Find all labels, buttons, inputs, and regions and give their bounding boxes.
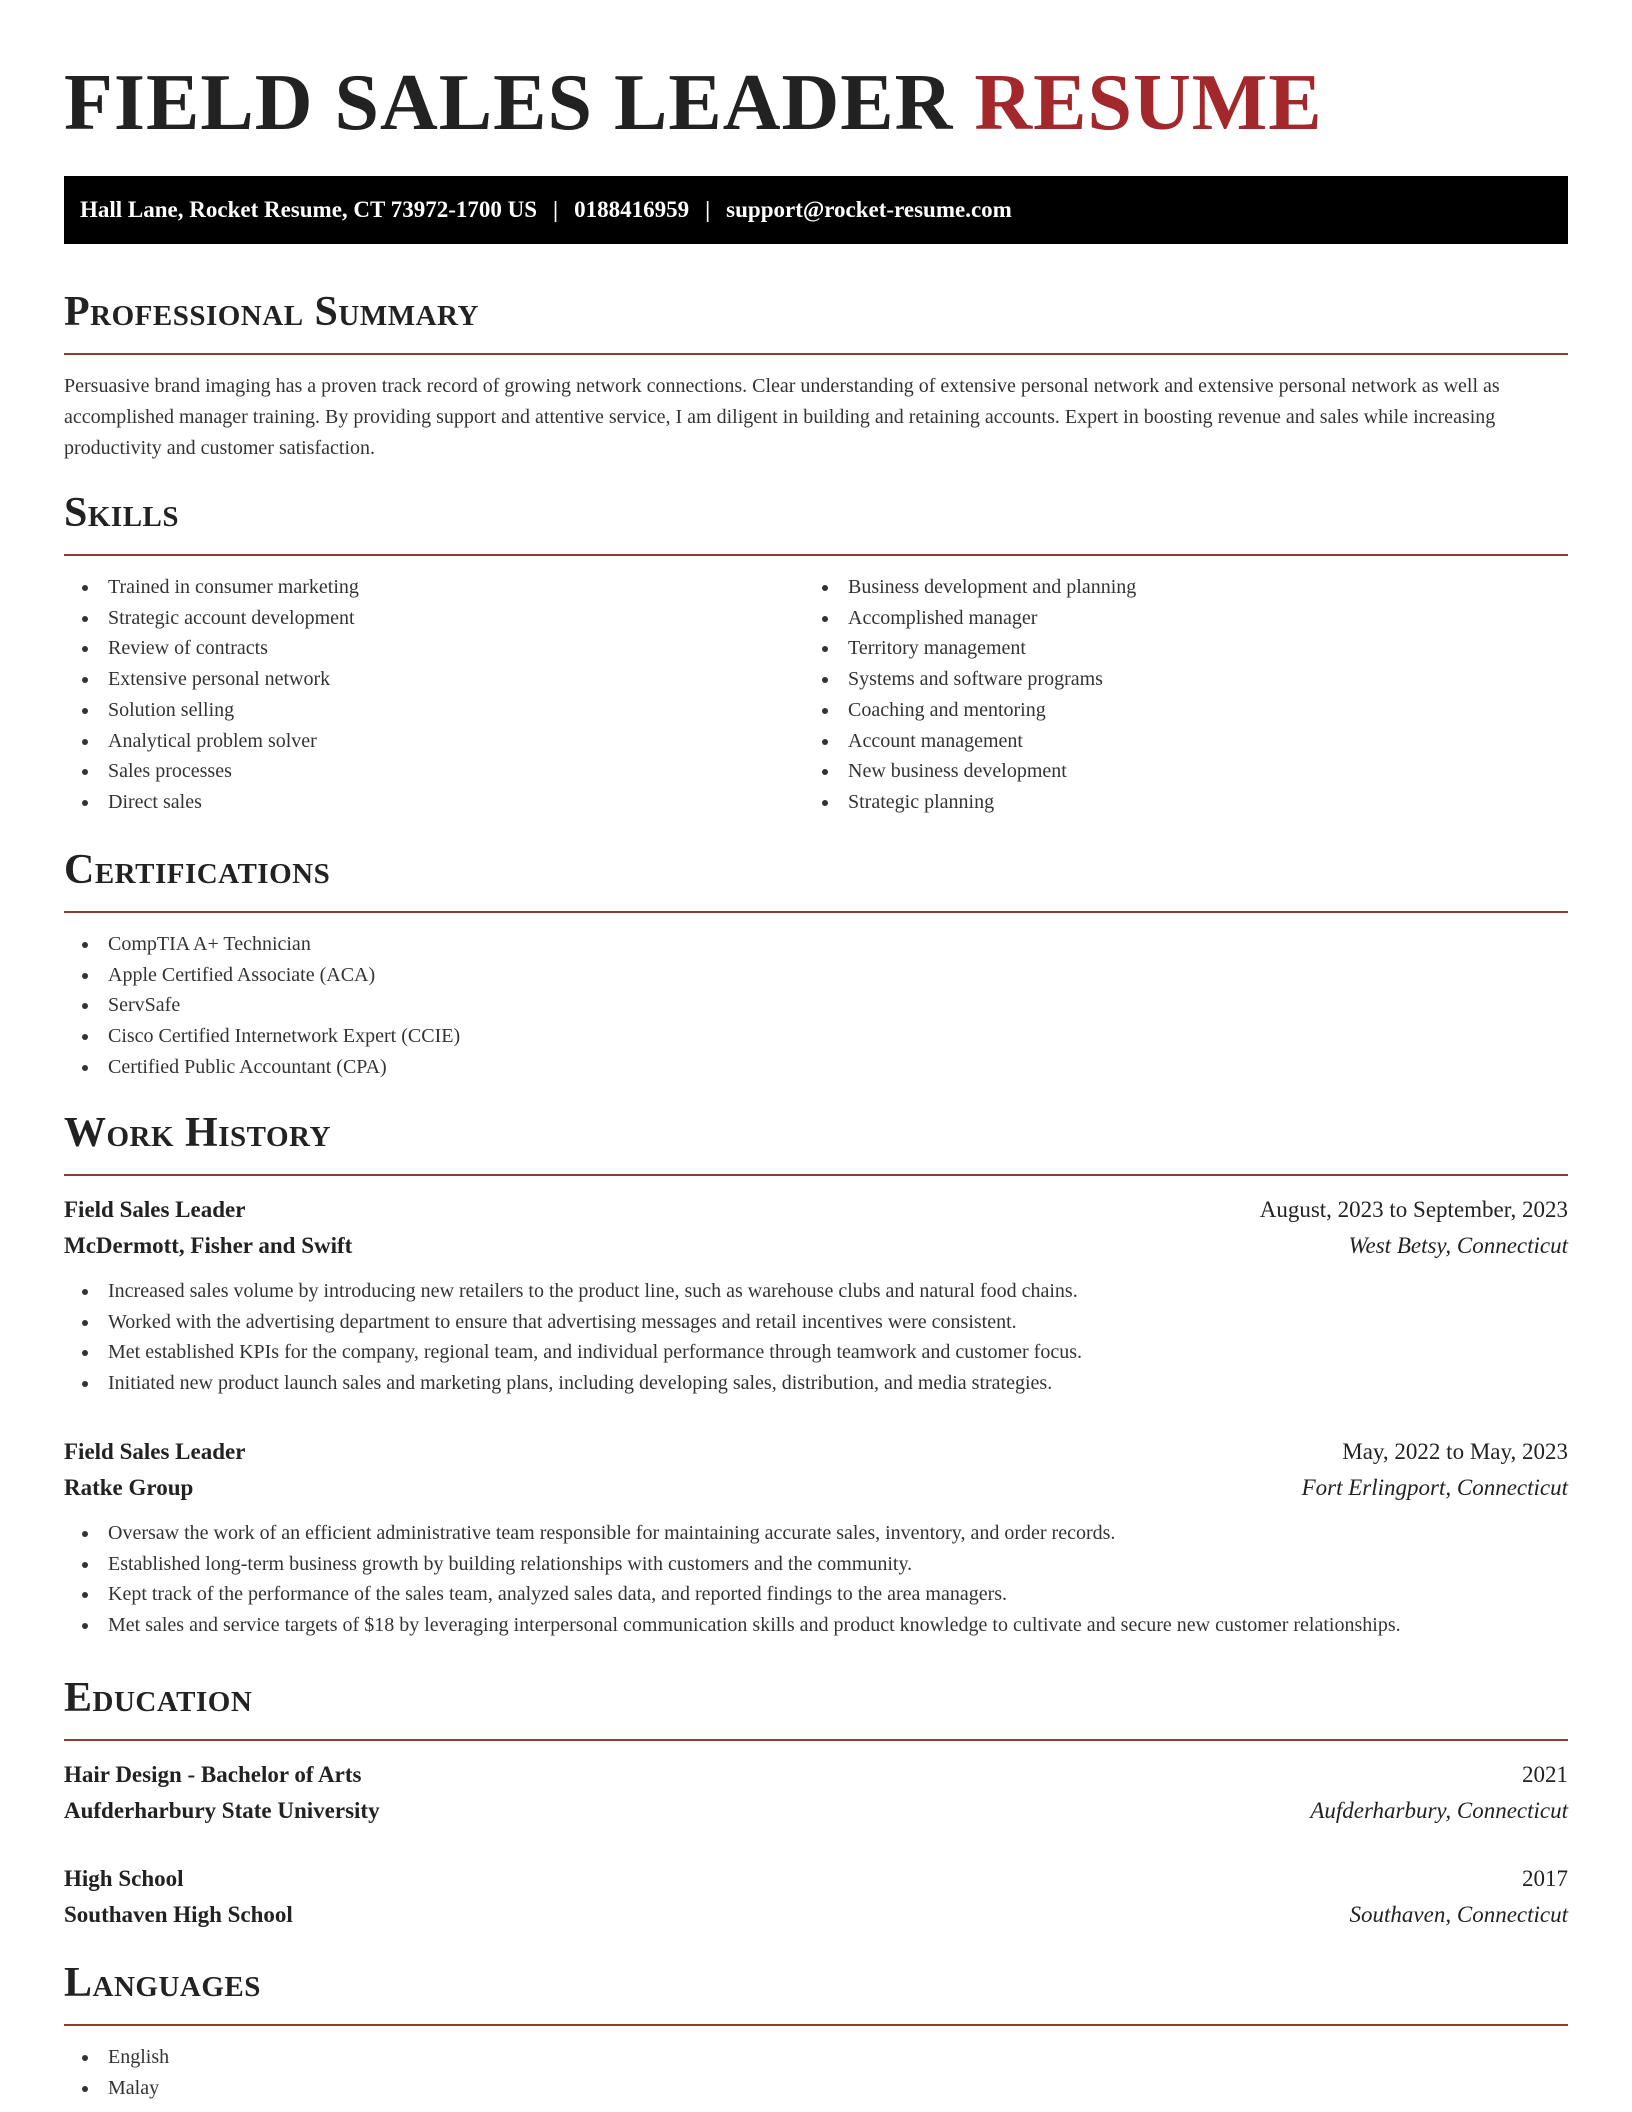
title-accent: RESUME bbox=[974, 59, 1323, 147]
certification-item: CompTIA A+ Technician bbox=[64, 929, 1568, 960]
job-duty: Worked with the advertising department to ensure that advertising messages and retail incentives were consistent. bbox=[64, 1307, 1568, 1338]
job-title: Field Sales Leader bbox=[64, 1197, 246, 1222]
certifications-heading: Certifications bbox=[64, 847, 331, 893]
certifications-section bbox=[64, 845, 1568, 1083]
skill-item: Extensive personal network bbox=[64, 664, 804, 695]
job-entry bbox=[64, 1434, 1568, 1641]
skill-item: Direct sales bbox=[64, 787, 804, 818]
languages-list bbox=[64, 2042, 1568, 2103]
certifications-list bbox=[64, 929, 1568, 1083]
languages-heading: Languages bbox=[64, 1960, 261, 2006]
section-divider bbox=[64, 1739, 1568, 1741]
job-header bbox=[64, 1434, 1568, 1470]
contact-email[interactable]: support@rocket-resume.com bbox=[726, 197, 1012, 222]
contact-separator: | bbox=[553, 197, 559, 222]
certification-item: Apple Certified Associate (ACA) bbox=[64, 960, 1568, 991]
skill-item: Solution selling bbox=[64, 695, 804, 726]
job-duty: Initiated new product launch sales and marketing plans, including developing sales, distribution, and media strategies. bbox=[64, 1368, 1568, 1399]
summary-text: Persuasive brand imaging has a proven track record of growing network connections. Clear understanding of extensive personal network and extensive personal network as well as accomplished manager training. By providing support and attentive service, I am diligent in building and retaining accounts. Expert in boosting revenue and sales while increasing productivity and customer satisfaction. bbox=[64, 375, 1500, 459]
skill-item: Territory management bbox=[804, 633, 1544, 664]
section-divider bbox=[64, 911, 1568, 913]
job-location: West Betsy, Connecticut bbox=[1348, 1233, 1568, 1258]
language-item: Malay bbox=[64, 2073, 1568, 2104]
certification-item: ServSafe bbox=[64, 990, 1568, 1021]
job-title: Field Sales Leader bbox=[64, 1438, 246, 1464]
education-year: 2021 bbox=[1522, 1762, 1568, 1787]
title-main: FIELD SALES LEADER bbox=[64, 59, 954, 147]
education-subheader bbox=[64, 1793, 1568, 1829]
resume-title bbox=[64, 58, 1323, 148]
education-location: Aufderharbury, Connecticut bbox=[1310, 1798, 1568, 1823]
skill-item: Systems and software programs bbox=[804, 664, 1544, 695]
education-header bbox=[64, 1861, 1568, 1897]
skill-item: Review of contracts bbox=[64, 633, 804, 664]
skill-item: Sales processes bbox=[64, 756, 804, 787]
contact-phone: 0188416959 bbox=[574, 197, 690, 222]
job-duty: Established long-term business growth by building relationships with customers and the community. bbox=[64, 1549, 1568, 1580]
job-company: Ratke Group bbox=[64, 1474, 194, 1500]
work-history-section bbox=[64, 1108, 1568, 1641]
contact-address: Hall Lane, Rocket Resume, CT 73972-1700 US bbox=[80, 197, 538, 222]
skill-item: Analytical problem solver bbox=[64, 726, 804, 757]
job-location: Fort Erlingport, Connecticut bbox=[1301, 1474, 1568, 1500]
language-item: English bbox=[64, 2042, 1568, 2073]
skills-list-right bbox=[804, 572, 1544, 818]
work-history-heading: Work History bbox=[64, 1110, 331, 1156]
job-duties-list bbox=[64, 1276, 1568, 1399]
job-duty: Oversaw the work of an efficient administrative team responsible for maintaining accurate sales, inventory, and order records. bbox=[64, 1518, 1568, 1549]
education-heading: Education bbox=[64, 1675, 253, 1721]
summary-heading: Professional Summary bbox=[64, 289, 479, 335]
job-header bbox=[64, 1192, 1568, 1228]
job-dates: August, 2023 to September, 2023 bbox=[1259, 1197, 1568, 1222]
job-duty: Kept track of the performance of the sales team, analyzed sales data, and reported findings to the area managers. bbox=[64, 1579, 1568, 1610]
section-divider bbox=[64, 1174, 1568, 1176]
languages-section bbox=[64, 1958, 1568, 2103]
education-entry bbox=[64, 1861, 1568, 1933]
certification-item: Cisco Certified Internetwork Expert (CCIE) bbox=[64, 1021, 1568, 1052]
job-subheader bbox=[64, 1470, 1568, 1506]
education-location: Southaven, Connecticut bbox=[1349, 1902, 1568, 1927]
education-degree: Hair Design - Bachelor of Arts bbox=[64, 1762, 362, 1787]
job-entry bbox=[64, 1192, 1568, 1399]
skill-item: Strategic planning bbox=[804, 787, 1544, 818]
skills-list-left bbox=[64, 572, 804, 818]
education-school: Southaven High School bbox=[64, 1902, 293, 1927]
education-subheader bbox=[64, 1897, 1568, 1933]
job-duties-list bbox=[64, 1518, 1568, 1641]
job-company: McDermott, Fisher and Swift bbox=[64, 1233, 353, 1258]
skills-heading: Skills bbox=[64, 490, 180, 536]
contact-bar bbox=[64, 176, 1568, 244]
contact-separator: | bbox=[705, 197, 711, 222]
education-entry bbox=[64, 1757, 1568, 1829]
job-subheader bbox=[64, 1228, 1568, 1264]
job-duty: Met established KPIs for the company, regional team, and individual performance through teamwork and customer focus. bbox=[64, 1337, 1568, 1368]
skill-item: Accomplished manager bbox=[804, 603, 1544, 634]
section-divider bbox=[64, 554, 1568, 556]
education-header bbox=[64, 1757, 1568, 1793]
skill-item: Trained in consumer marketing bbox=[64, 572, 804, 603]
skill-item: New business development bbox=[804, 756, 1544, 787]
skill-item: Business development and planning bbox=[804, 572, 1544, 603]
job-duty: Met sales and service targets of $18 by leveraging interpersonal communication skills and product knowledge to cultivate and secure new customer relationships. bbox=[64, 1610, 1568, 1641]
skills-columns bbox=[64, 572, 1568, 818]
education-degree: High School bbox=[64, 1866, 184, 1891]
job-duty: Increased sales volume by introducing new retailers to the product line, such as warehouse clubs and natural food chains. bbox=[64, 1276, 1568, 1307]
section-divider bbox=[64, 2024, 1568, 2026]
education-school: Aufderharbury State University bbox=[64, 1798, 380, 1823]
summary-section bbox=[64, 287, 1568, 464]
job-dates: May, 2022 to May, 2023 bbox=[1342, 1438, 1568, 1464]
skill-item: Strategic account development bbox=[64, 603, 804, 634]
skills-section bbox=[64, 488, 1568, 818]
section-divider bbox=[64, 353, 1568, 355]
education-section bbox=[64, 1673, 1568, 1933]
skill-item: Account management bbox=[804, 726, 1544, 757]
certification-item: Certified Public Accountant (CPA) bbox=[64, 1052, 1568, 1083]
education-year: 2017 bbox=[1522, 1866, 1568, 1891]
skill-item: Coaching and mentoring bbox=[804, 695, 1544, 726]
